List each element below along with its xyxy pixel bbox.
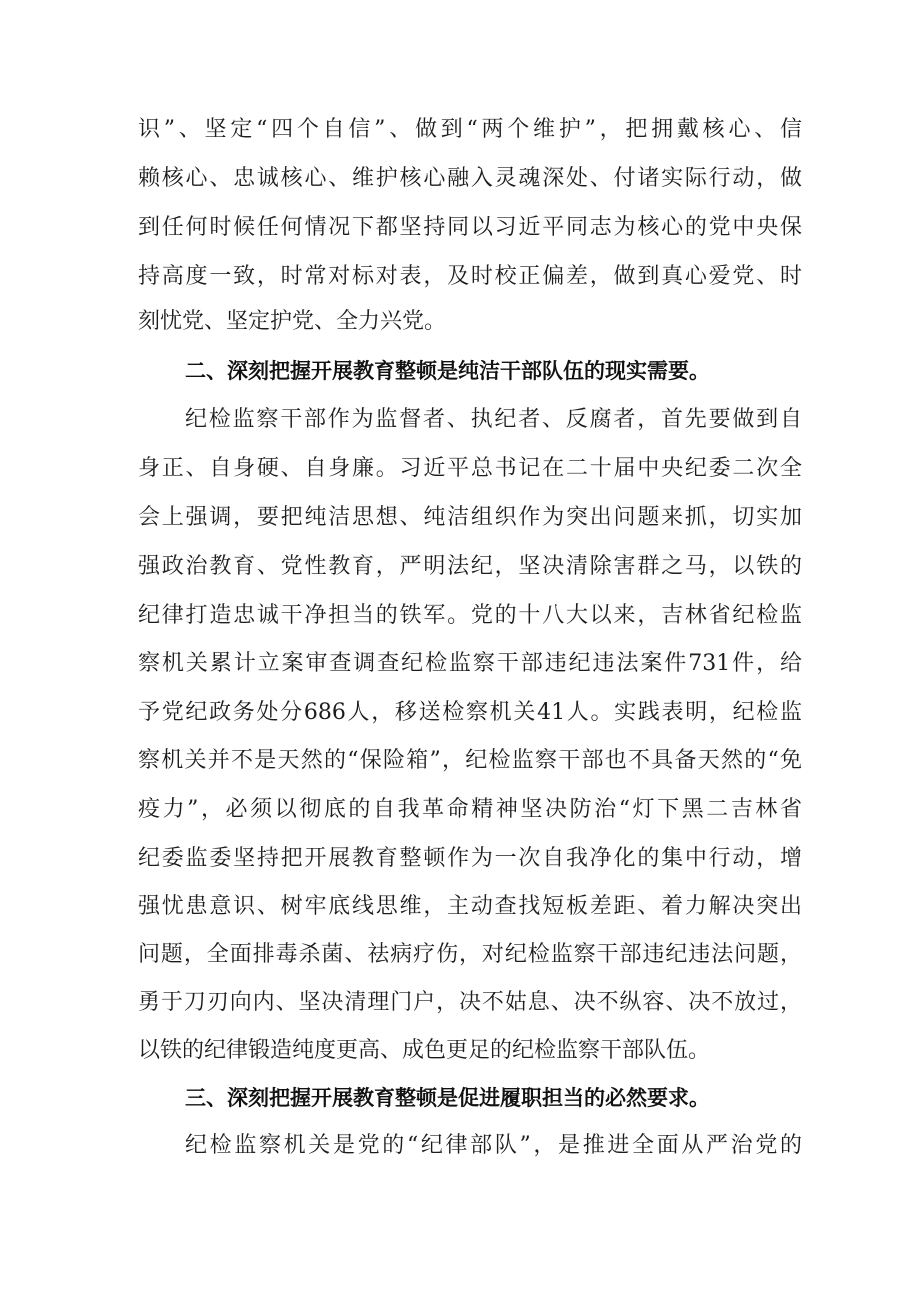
paragraph-line: 到任何时候任何情况下都坚持同以习近平同志为核心的党中央保 bbox=[138, 215, 802, 240]
paragraph-line: 勇于刀刃向内、坚决清理门户，决不姑息、决不纵容、决不放过， bbox=[138, 990, 802, 1015]
paragraph-line: 识”、坚定“四个自信”、做到“两个维护”，把拥戴核心、信 bbox=[138, 117, 802, 142]
paragraph-line: 纪检监察机关是党的“纪律部队”，是推进全面从严治党的 bbox=[185, 1133, 802, 1158]
section-heading-2: 二、深刻把握开展教育整顿是纯洁干部队伍的现实需要。 bbox=[185, 359, 710, 383]
paragraph-line: 以铁的纪律锻造纯度更高、成色更足的纪检监察干部队伍。 bbox=[138, 1038, 711, 1063]
paragraph-line: 疫力”，必须以彻底的自我革命精神坚决防治“灯下黑二吉林省 bbox=[138, 797, 802, 822]
paragraph-line: 会上强调，要把纯洁思想、纯洁组织作为突出问题来抓，切实加 bbox=[138, 505, 802, 530]
paragraph-line: 察机关并不是天然的“保险箱”，纪检监察干部也不具备天然的“免 bbox=[138, 748, 802, 773]
section-heading-3: 三、深刻把握开展教育整顿是促进履职担当的必然要求。 bbox=[185, 1086, 710, 1110]
paragraph-line: 予党纪政务处分686人，移送检察机关41人。实践表明，纪检监 bbox=[138, 700, 802, 725]
paragraph-line: 持高度一致，时常对标对表，及时校正偏差，做到真心爱党、时 bbox=[138, 264, 802, 289]
paragraph-line: 身正、自身硬、自身廉。习近平总书记在二十届中央纪委二次全 bbox=[138, 456, 802, 481]
paragraph-line: 强忧患意识、树牢底线思维，主动查找短板差距、着力解决突出 bbox=[138, 894, 802, 919]
paragraph-line: 纪检监察干部作为监督者、执纪者、反腐者，首先要做到自 bbox=[185, 407, 802, 432]
paragraph-line: 问题，全面排毒杀菌、祛病疗伤，对纪检监察干部违纪违法问题， bbox=[138, 942, 802, 967]
paragraph-line: 纪委监委坚持把开展教育整顿作为一次自我净化的集中行动，增 bbox=[138, 846, 802, 871]
paragraph-line: 赖核心、忠诚核心、维护核心融入灵魂深处、付诸实际行动，做 bbox=[138, 166, 802, 191]
paragraph-line: 纪律打造忠诚干净担当的铁军。党的十八大以来，吉林省纪检监 bbox=[138, 603, 802, 628]
paragraph-line: 刻忧党、坚定护党、全力兴党。 bbox=[138, 309, 447, 334]
paragraph-line: 察机关累计立案审查调查纪检监察干部违纪违法案件731件，给 bbox=[138, 651, 802, 676]
paragraph-line: 强政治教育、党性教育，严明法纪，坚决清除害群之马，以铁的 bbox=[138, 554, 802, 579]
